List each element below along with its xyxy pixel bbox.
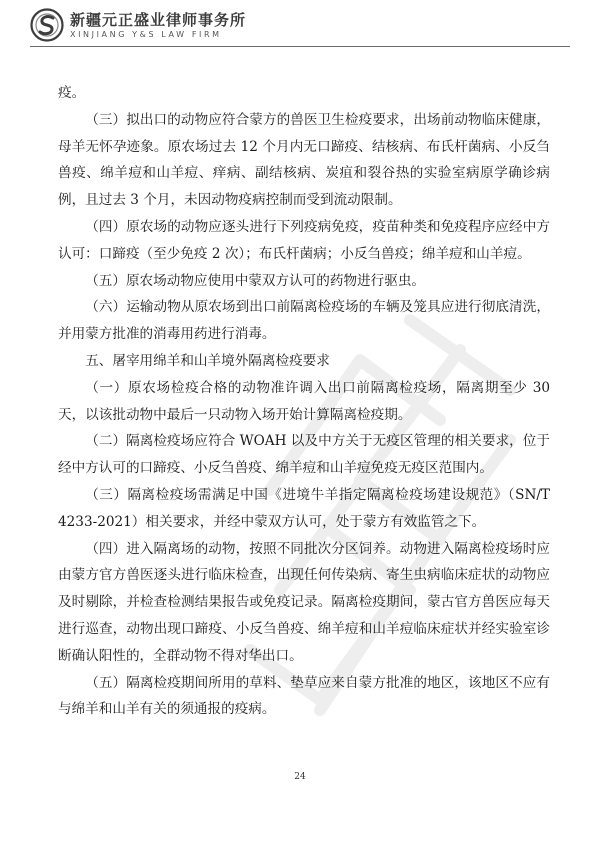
header-divider	[30, 46, 570, 47]
paragraph: （五）隔离检疫期间所用的草料、垫草应来自蒙方批准的地区，该地区不应有与绵羊和山羊有关的须通报的疫病。	[58, 674, 550, 718]
paragraph: （三）拟出口的动物应符合蒙方的兽医卫生检疫要求，出场前动物临床健康，母羊无怀孕迹象。原农场过去 12 个月内无口蹄疫、结核病、布氏杆菌病、小反刍兽疫、绵羊痘和山羊痘、痒病、副结核病、炭疽和裂谷热的实验室病原学确诊病例，且过去 3 个月，未因动物疫病控制而受到流动限制。	[58, 111, 550, 209]
firm-name-en: XINJIANG Y&S LAW FIRM	[70, 30, 222, 39]
paragraph-continuation: 疫。	[58, 85, 86, 101]
paragraph: （二）隔离检疫场应符合 WOAH 以及中方关于无疫区管理的相关要求，位于经中方认可的口蹄疫、小反刍兽疫、绵羊痘和山羊痘免疫无疫区范围内。	[58, 433, 550, 477]
page-header	[30, 6, 570, 46]
paragraph: （一）原农场检疫合格的动物准许调入出口前隔离检疫场，隔离期至少 30 天，以该批动物中最后一只动物入场开始计算隔离检疫期。	[58, 379, 550, 423]
firm-name-cn: 新疆元正盛业律师事务所	[70, 11, 247, 29]
paragraph: （五）原农场动物应使用中蒙双方认可的药物进行驱虫。	[85, 272, 426, 289]
firm-logo-icon	[30, 8, 64, 42]
page-number: 24	[294, 772, 306, 782]
paragraph: （四）原农场的动物应逐头进行下列疫病免疫，疫苗种类和免疫程序应经中方认可：口蹄疫（至少免疫 2 次）；布氏杆菌病；小反刍兽疫；绵羊痘和山羊痘。	[58, 218, 550, 262]
section-heading: 五、屠宰用绵羊和山羊境外隔离检疫要求	[85, 352, 330, 369]
paragraph: （六）运输动物从原农场到出口前隔离检疫场的车辆及笼具应进行彻底清洗，并用蒙方批准的消毒用药进行消毒。	[58, 299, 550, 343]
paragraph: （三）隔离检疫场需满足中国《进境牛羊指定隔离检疫场建设规范》（SN/T 4233-2021）相关要求，并经中蒙双方认可，处于蒙方有效监管之下。	[58, 486, 550, 530]
document-body	[58, 80, 550, 723]
paragraph: （四）进入隔离场的动物，按照不同批次分区饲养。动物进入隔离检疫场时应由蒙方官方兽医逐头进行临床检查，出现任何传染病、寄生虫病临床症状的动物应及时剔除，并检查检测结果报告或免疫记录。隔离检疫期间，蒙古官方兽医应每天进行巡查，动物出现口蹄疫、小反刍兽疫、绵羊痘和山羊痘临床症状并经实验室诊断确认阳性的，全群动物不得对华出口。	[58, 540, 550, 664]
